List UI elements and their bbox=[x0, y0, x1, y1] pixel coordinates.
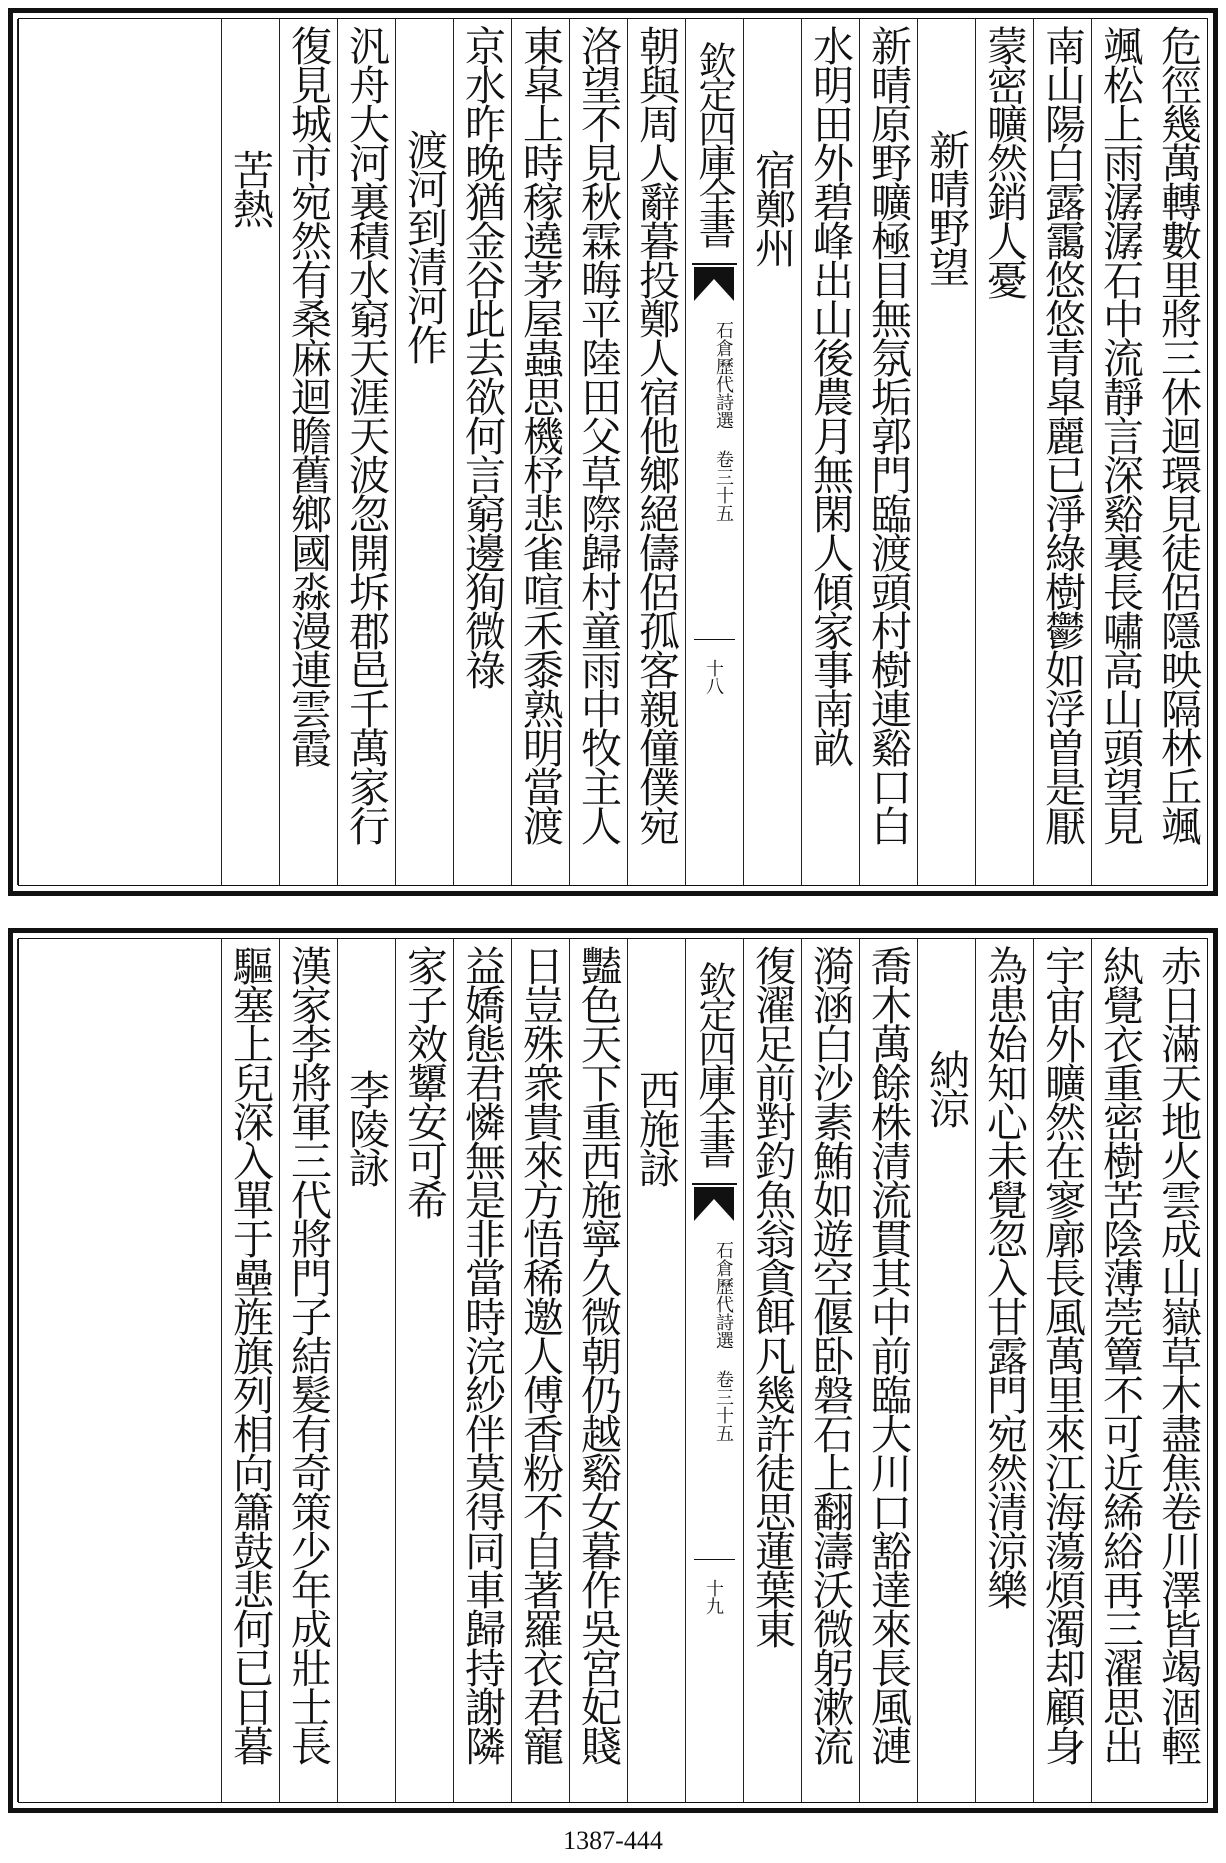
text-column bbox=[975, 19, 1033, 885]
poem-title: 宿鄭州 bbox=[748, 149, 796, 266]
text-column bbox=[221, 939, 279, 1802]
column-text: 水明田外碧峰出山後農月無閑人傾家事南畝 bbox=[806, 25, 854, 766]
column-text: 復見城市宛然有桑麻迴瞻舊鄉國淼漫連雲霞 bbox=[284, 25, 332, 766]
poem-title: 李陵詠 bbox=[342, 1069, 390, 1186]
column-text: 家子效顰安可希 bbox=[400, 945, 448, 1218]
column-text: 汎舟大河裏積水窮天涯天波忽開坼郡邑千萬家行 bbox=[342, 25, 390, 844]
column-text: 洛望不見秋霖晦平陸田父草際歸村童雨中牧主人 bbox=[574, 25, 622, 844]
poem-title-column bbox=[917, 939, 975, 1802]
poem-title: 苦熱 bbox=[226, 149, 274, 227]
column-text: 為患始知心未覺忽入甘露門宛然清涼樂 bbox=[980, 945, 1028, 1608]
folio-rule bbox=[694, 639, 735, 640]
column-text: 新晴原野曠極目無氛垢郭門臨渡頭村樹連谿口白 bbox=[864, 25, 912, 844]
text-column bbox=[1091, 19, 1149, 885]
bottom-page bbox=[8, 928, 1218, 1813]
fishtail-mark bbox=[694, 267, 734, 301]
top-page-frame bbox=[18, 18, 1208, 886]
column-text: 復濯足前對釣魚翁貪餌凡幾許徒思蓮葉東 bbox=[748, 945, 796, 1647]
column-text: 喬木萬餘株清流貫其中前臨大川口豁達來長風漣 bbox=[864, 945, 912, 1764]
series-label bbox=[696, 321, 733, 531]
top-page bbox=[8, 8, 1218, 896]
page-number: 1387-444 bbox=[563, 1826, 663, 1855]
folio-rule bbox=[694, 1559, 735, 1560]
folio-number: 十八 bbox=[703, 659, 724, 695]
text-column bbox=[569, 19, 627, 885]
volume-label: 卷三十五 bbox=[713, 1370, 734, 1442]
column-text: 宇宙外曠然在寥廓長風萬里來江海蕩煩濁却顧身 bbox=[1038, 945, 1086, 1764]
text-column bbox=[453, 19, 511, 885]
poem-title-column bbox=[337, 939, 395, 1802]
book-title: 欽定四庫全書 bbox=[692, 23, 737, 265]
text-column bbox=[1149, 19, 1207, 885]
column-text: 蒙密曠然銷人憂 bbox=[980, 25, 1028, 298]
poem-title-column bbox=[627, 939, 685, 1802]
text-column bbox=[801, 19, 859, 885]
column-text: 赤日滿天地火雲成山嶽草木盡焦卷川澤皆竭涸輕 bbox=[1154, 945, 1202, 1764]
center-fold bbox=[685, 939, 743, 1802]
text-column bbox=[1033, 19, 1091, 885]
volume-label: 卷三十五 bbox=[713, 450, 734, 522]
series-label bbox=[696, 1241, 733, 1451]
poem-title: 新晴野望 bbox=[922, 129, 970, 285]
bottom-page-frame bbox=[18, 938, 1208, 1803]
text-column bbox=[511, 939, 569, 1802]
poem-title-column bbox=[395, 19, 453, 885]
text-column bbox=[859, 939, 917, 1802]
column-text: 朝與周人辭暮投鄭人宿他鄉絕儔侶孤客親僮僕宛 bbox=[632, 25, 680, 844]
text-column bbox=[279, 939, 337, 1802]
folio-number: 十九 bbox=[703, 1579, 724, 1615]
blank-column bbox=[17, 19, 221, 885]
column-text: 危徑幾萬轉數里將三休迴環見徒侶隱映隔林丘颯 bbox=[1154, 25, 1202, 844]
column-text: 益嬌態君憐無是非當時浣紗伴莫得同車歸持謝隣 bbox=[458, 945, 506, 1764]
column-text: 漢家李將軍三代將門子結髮有奇策少年成壯士長 bbox=[284, 945, 332, 1764]
column-text: 東皐上時稼遶茅屋蟲思機杼悲雀喧禾黍熟明當渡 bbox=[516, 25, 564, 844]
poem-title: 納涼 bbox=[922, 1049, 970, 1127]
book-title: 欽定四庫全書 bbox=[692, 943, 737, 1185]
text-column bbox=[279, 19, 337, 885]
text-column bbox=[859, 19, 917, 885]
column-text: 京水昨晚猶金谷此去欲何言窮邊狥微祿 bbox=[458, 25, 506, 688]
poem-title: 西施詠 bbox=[632, 1069, 680, 1186]
poem-title-column bbox=[221, 19, 279, 885]
center-fold bbox=[685, 19, 743, 885]
text-column bbox=[337, 19, 395, 885]
text-column bbox=[1149, 939, 1207, 1802]
series-title: 石倉歷代詩選 bbox=[713, 321, 734, 429]
blank-column bbox=[17, 939, 221, 1802]
fishtail-mark bbox=[694, 1187, 734, 1221]
text-column bbox=[975, 939, 1033, 1802]
poem-title-column bbox=[917, 19, 975, 885]
poem-title: 渡河到清河作 bbox=[400, 129, 448, 363]
text-column bbox=[743, 939, 801, 1802]
column-text: 漪涵白沙素鮪如遊空偃卧磐石上翻濤沃微躬漱流 bbox=[806, 945, 854, 1764]
column-text: 颯松上雨潺潺石中流靜言深谿裏長嘯高山頭望見 bbox=[1096, 25, 1144, 844]
series-title: 石倉歷代詩選 bbox=[713, 1241, 734, 1349]
text-column bbox=[1091, 939, 1149, 1802]
column-text: 豔色天下重西施寧久微朝仍越谿女暮作吳宮妃賤 bbox=[574, 945, 622, 1764]
text-column bbox=[1033, 939, 1091, 1802]
column-text: 南山陽白露靄悠悠青皐麗已淨綠樹鬱如浮曽是厭 bbox=[1038, 25, 1086, 844]
column-text: 驅塞上兒深入單于壘旌旗列相向簫鼓悲何已日暮 bbox=[226, 945, 274, 1764]
text-column bbox=[569, 939, 627, 1802]
column-text: 紈覺衣重密樹苦陰薄莞簟不可近絺綌再三濯思出 bbox=[1096, 945, 1144, 1764]
poem-title-column bbox=[743, 19, 801, 885]
text-column bbox=[511, 19, 569, 885]
text-column bbox=[395, 939, 453, 1802]
text-column bbox=[453, 939, 511, 1802]
column-text: 日豈殊衆貴來方悟稀邀人傅香粉不自著羅衣君寵 bbox=[516, 945, 564, 1764]
text-column bbox=[801, 939, 859, 1802]
text-column bbox=[627, 19, 685, 885]
